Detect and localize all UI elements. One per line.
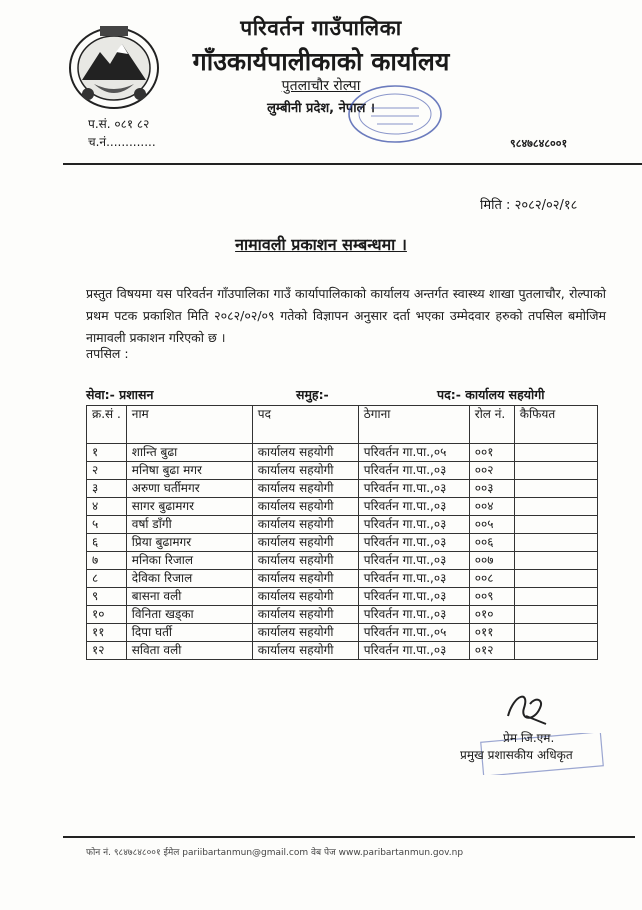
cell-address: परिवर्तन गा.पा.,०५	[358, 444, 469, 462]
dispatch-number: च.नं.............	[88, 135, 156, 149]
cell-name: देविका रिजाल	[126, 570, 252, 588]
cell-roll: ००८	[469, 570, 514, 588]
cell-post: कार्यालय सहयोगी	[252, 516, 358, 534]
footer-contact: फोन नं. ९८४७८४८००१ ईमेल pariibartanmun@gmail.com वेब पेज www.paribartanmun.gov.np	[86, 848, 464, 858]
cell-serial: ५	[87, 516, 127, 534]
letterhead-office: गाँउकार्यपालीकाको कार्यालय	[192, 47, 450, 76]
cell-address: परिवर्तन गा.पा.,०३	[358, 570, 469, 588]
details-label: तपसिल :	[86, 346, 129, 361]
cell-post: कार्यालय सहयोगी	[252, 588, 358, 606]
table-row	[87, 624, 598, 642]
cell-post: कार्यालय सहयोगी	[252, 624, 358, 642]
cell-remarks	[514, 624, 597, 642]
phone-number: ९८४७८४८००१	[510, 137, 568, 150]
cell-address: परिवर्तन गा.पा.,०३	[358, 552, 469, 570]
cell-remarks	[514, 642, 597, 660]
cell-roll: ०११	[469, 624, 514, 642]
cell-roll: ०१२	[469, 642, 514, 660]
cell-roll: ००२	[469, 462, 514, 480]
table-row	[87, 516, 598, 534]
cell-address: परिवर्तन गा.पा.,०५	[358, 624, 469, 642]
cell-name: प्रिया बुढामगर	[126, 534, 252, 552]
letterhead-province: लुम्बीनी प्रदेश, नेपाल ।	[267, 101, 375, 116]
col-remarks: कैफियत	[514, 406, 597, 444]
cell-serial: ७	[87, 552, 127, 570]
table-row	[87, 588, 598, 606]
col-name: नाम	[126, 406, 252, 444]
letterhead-address: पुतलाचौर रोल्पा	[281, 78, 361, 94]
cell-name: मनिका रिजाल	[126, 552, 252, 570]
cell-roll: ००४	[469, 498, 514, 516]
table-row	[87, 444, 598, 462]
cell-address: परिवर्तन गा.पा.,०३	[358, 588, 469, 606]
cell-name: मनिषा बुढा मगर	[126, 462, 252, 480]
letterhead-municipality: परिवर्तन गाउँपालिका	[240, 16, 402, 40]
cell-remarks	[514, 588, 597, 606]
table-body	[87, 444, 598, 660]
cell-post: कार्यालय सहयोगी	[252, 480, 358, 498]
post-label: पद:- कार्यालय सहयोगी	[437, 387, 545, 402]
cell-roll: ००९	[469, 588, 514, 606]
cell-serial: १२	[87, 642, 127, 660]
cell-remarks	[514, 534, 597, 552]
col-serial: क्र.सं .	[87, 406, 127, 444]
cell-post: कार्यालय सहयोगी	[252, 570, 358, 588]
cell-remarks	[514, 480, 597, 498]
cell-remarks	[514, 570, 597, 588]
signature-icon	[500, 686, 552, 730]
col-address: ठेगाना	[358, 406, 469, 444]
table-row	[87, 642, 598, 660]
office-stamp-icon	[345, 82, 445, 146]
table-row	[87, 480, 598, 498]
cell-remarks	[514, 444, 597, 462]
cell-remarks	[514, 606, 597, 624]
cell-remarks	[514, 552, 597, 570]
cell-serial: ९	[87, 588, 127, 606]
cell-remarks	[514, 462, 597, 480]
cell-serial: ६	[87, 534, 127, 552]
candidate-table	[86, 405, 598, 660]
table-row	[87, 534, 598, 552]
cell-roll: ००३	[469, 480, 514, 498]
cell-roll: ००७	[469, 552, 514, 570]
header-divider	[63, 163, 642, 165]
cell-post: कार्यालय सहयोगी	[252, 444, 358, 462]
footer-divider	[63, 836, 635, 838]
cell-name: सागर बुढामगर	[126, 498, 252, 516]
cell-name: वर्षा डाँगी	[126, 516, 252, 534]
table-row	[87, 552, 598, 570]
table-row	[87, 498, 598, 516]
reference-number: प.सं. ०८१ ८२	[88, 117, 150, 131]
cell-address: परिवर्तन गा.पा.,०३	[358, 516, 469, 534]
signatory-name: प्रेम जि.एम.	[503, 731, 555, 745]
signatory-title: प्रमुख प्रशासकीय अधिकृत	[460, 748, 573, 762]
letter-subject: नामावली प्रकाशन सम्बन्धमा ।	[235, 235, 407, 254]
cell-serial: १०	[87, 606, 127, 624]
cell-serial: २	[87, 462, 127, 480]
cell-name: विनिता खड्का	[126, 606, 252, 624]
col-roll: रोल नं.	[469, 406, 514, 444]
cell-post: कार्यालय सहयोगी	[252, 552, 358, 570]
cell-serial: ३	[87, 480, 127, 498]
cell-name: अरुणा घर्तीमगर	[126, 480, 252, 498]
cell-post: कार्यालय सहयोगी	[252, 606, 358, 624]
letter-date: मिति : २०८२/०२/१८	[480, 198, 578, 213]
cell-roll: ००५	[469, 516, 514, 534]
cell-name: दिपा घर्ती	[126, 624, 252, 642]
cell-remarks	[514, 516, 597, 534]
cell-serial: १	[87, 444, 127, 462]
cell-address: परिवर्तन गा.पा.,०३	[358, 462, 469, 480]
cell-address: परिवर्तन गा.पा.,०३	[358, 642, 469, 660]
cell-name: सविता वली	[126, 642, 252, 660]
cell-address: परिवर्तन गा.पा.,०३	[358, 480, 469, 498]
table-header-row	[87, 406, 598, 444]
cell-serial: ४	[87, 498, 127, 516]
cell-serial: ८	[87, 570, 127, 588]
cell-roll: ००१	[469, 444, 514, 462]
cell-serial: ११	[87, 624, 127, 642]
cell-address: परिवर्तन गा.पा.,०३	[358, 498, 469, 516]
cell-address: परिवर्तन गा.पा.,०३	[358, 534, 469, 552]
cell-name: शान्ति बुढा	[126, 444, 252, 462]
cell-name: बासना वली	[126, 588, 252, 606]
group-label: समुह:-	[296, 387, 329, 402]
service-label: सेवा:- प्रशासन	[86, 387, 154, 402]
cell-remarks	[514, 498, 597, 516]
table-row	[87, 570, 598, 588]
cell-post: कार्यालय सहयोगी	[252, 534, 358, 552]
cell-post: कार्यालय सहयोगी	[252, 642, 358, 660]
cell-roll: ०१०	[469, 606, 514, 624]
letter-body: प्रस्तुत विषयमा यस परिवर्तन गाँउपालिका गाउँ कार्यापालिकाको कार्यालय अन्तर्गत स्वास्थ्य शाखा पुतलाचौर, रोल्पाको प्रथम पटक प्रकाशित मिति २०८२/०२/०९ गतेको विज्ञापन अनुसार दर्ता भएका उम्मेदवार हरुको तपसिल बमोजिम नामावली प्रकाशन गरिएको छ ।	[86, 286, 606, 345]
col-post: पद	[252, 406, 358, 444]
cell-roll: ००६	[469, 534, 514, 552]
cell-post: कार्यालय सहयोगी	[252, 498, 358, 516]
table-row	[87, 462, 598, 480]
cell-address: परिवर्तन गा.पा.,०३	[358, 606, 469, 624]
table-row	[87, 606, 598, 624]
cell-post: कार्यालय सहयोगी	[252, 462, 358, 480]
